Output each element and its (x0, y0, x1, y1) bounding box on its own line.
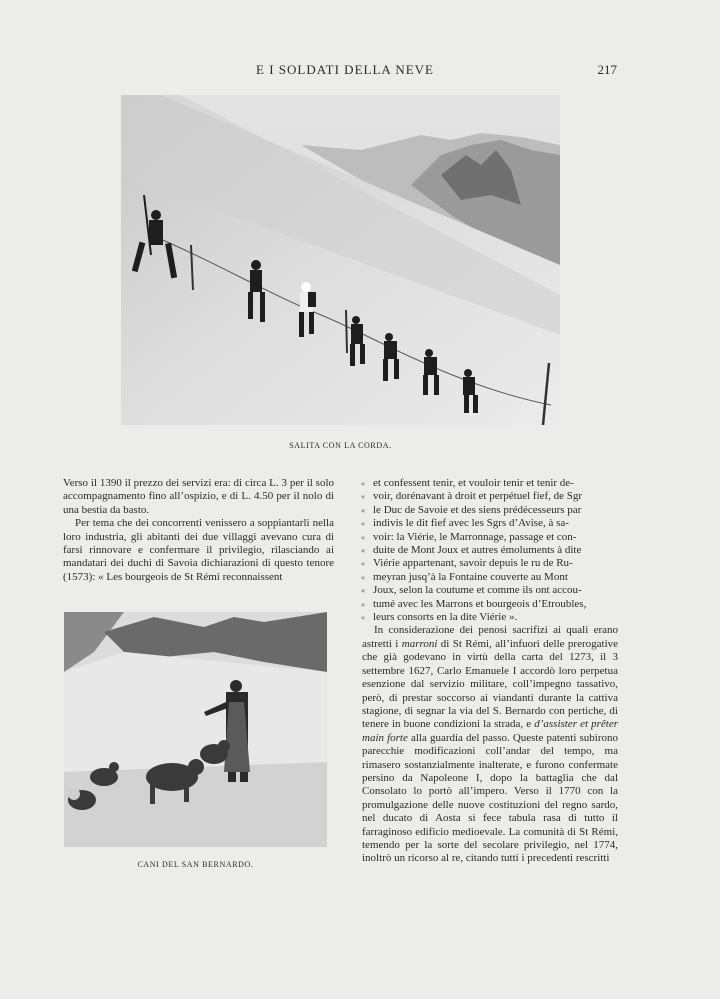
quote-line-text: indivis le dit fief avec les Sgrs d’Avise, à sa- (373, 517, 569, 530)
quote-line-text: Joux, selon la coutume et comme ils ont accou- (373, 584, 582, 597)
quote-line (361, 490, 618, 503)
left-column (63, 477, 334, 584)
quote-line-text: duite de Mont Joux et autres émoluments à dite (373, 544, 582, 557)
quote-line-text: le Duc de Savoie et des siens prédécesseurs par (373, 503, 582, 516)
running-title: E I SOLDATI DELLA NEVE (256, 62, 434, 77)
quote-line-text: Viérie appartenant, savoir depuis le ru de Ru- (373, 557, 573, 570)
quote-line (361, 584, 618, 597)
rope-ascent-image (121, 95, 560, 425)
quote-line (361, 517, 618, 530)
quote-line-text: leurs consorts en la dite Viérie ». (373, 611, 518, 624)
quote-line-text: voir: la Viérie, le Marronnage, passage et con- (373, 530, 577, 543)
quote-mark: « (361, 599, 365, 609)
quote-mark: « (361, 586, 365, 596)
quote-line-text: et confessent tenir, et vouloir tenir et tenir de- (373, 477, 574, 489)
photo-rope-ascent (121, 95, 560, 425)
st-bernard-dogs-image (64, 612, 327, 847)
caption-rope-ascent: SALITA CON LA CORDA. (289, 441, 392, 450)
quote-line-text: tumé avec les Marrons et bourgeois d’Etroubles, (373, 597, 587, 610)
italic-term: marroni (401, 637, 438, 650)
quote-line-text: voir, dorénavant à droit et perpétuel fief, de Sgr (373, 490, 583, 503)
quote-mark: « (361, 613, 365, 623)
quote-mark: « (361, 492, 365, 502)
paragraph: Verso il 1390 il prezzo dei servizi era: di circa L. 3 per il solo accompagnamento fino all’ospizio, e di L. 4.50 per il nolo di una bestia da basto. (63, 477, 334, 516)
quote-line (361, 597, 618, 611)
italic-term: d’assister et prêter main forte (362, 718, 619, 744)
quote-line (361, 557, 618, 570)
quote-line-text: meyran jusq’à la Fontaine couverte au Mont (373, 570, 568, 583)
right-column (362, 477, 618, 866)
caption-st-bernard-dogs: CANI DEL SAN BERNARDO. (137, 860, 254, 869)
quote-mark: « (361, 479, 365, 488)
quote-line (361, 570, 618, 584)
french-quotation (362, 477, 618, 624)
quote-mark: « (361, 546, 365, 556)
quote-mark: « (361, 519, 365, 529)
quote-mark: « (361, 532, 365, 542)
quote-line (361, 544, 618, 557)
quote-mark: « (361, 572, 365, 582)
paragraph-text: alla guardia del passo. Queste patenti subirono parecchie modificazioni coll’andar del tempo, ma rimasero sostanzialmente inalterate, e furono confermate persino da Napoleone I, dopo la battaglia che dal Consolato lo portò all’impero. Verso il 1770 con la promulgazione delle nuove costituzioni del regno sardo, nel ducato di Aosta si fece tabula rasa di tutto il farraginoso edificio medioevale. La comunità di St Rémi, temendo per la sorte del secolare privilegio, nel 1774, inoltrò un ricorso al re, citando tutti i precedenti rescritti (362, 731, 618, 865)
photo-st-bernard-dogs (64, 612, 327, 847)
quote-line (361, 611, 618, 624)
quote-mark: « (361, 505, 365, 515)
quote-line (361, 530, 618, 544)
quote-line (361, 503, 618, 517)
paragraph-text: In considerazione dei penosi sacrifizi ai quali erano astretti i (362, 624, 618, 650)
paragraph-text: di St Rémi, all’infuori delle prerogative che già godevano in virtù della carta del 1273, il 3 settembre 1627, Carlo Emanuele I accordò loro perpetua esenzione dal servizio militare, coll’impegno tassativo, però, di prestar soccorso ai viandanti durante la cattiva stagione, di segnar la via del S. Bernardo con pertiche, di tenere in buone condizioni la strada, e (362, 637, 619, 731)
quote-mark: « (361, 559, 365, 569)
paragraph (362, 624, 618, 865)
paragraph: Per tema che dei concorrenti venissero a soppiantarli nella loro industria, gli abitanti dei due villaggi avevano cura di farsi rinnovare e confermare il privilegio, rilasciando ai mandatari dei duchi di Savoia dichiarazioni di questo tenore (1573): « Les bourgeois de St Rémi reconnaissent (63, 517, 334, 583)
quote-line (361, 477, 618, 490)
page-number: 217 (597, 62, 617, 77)
